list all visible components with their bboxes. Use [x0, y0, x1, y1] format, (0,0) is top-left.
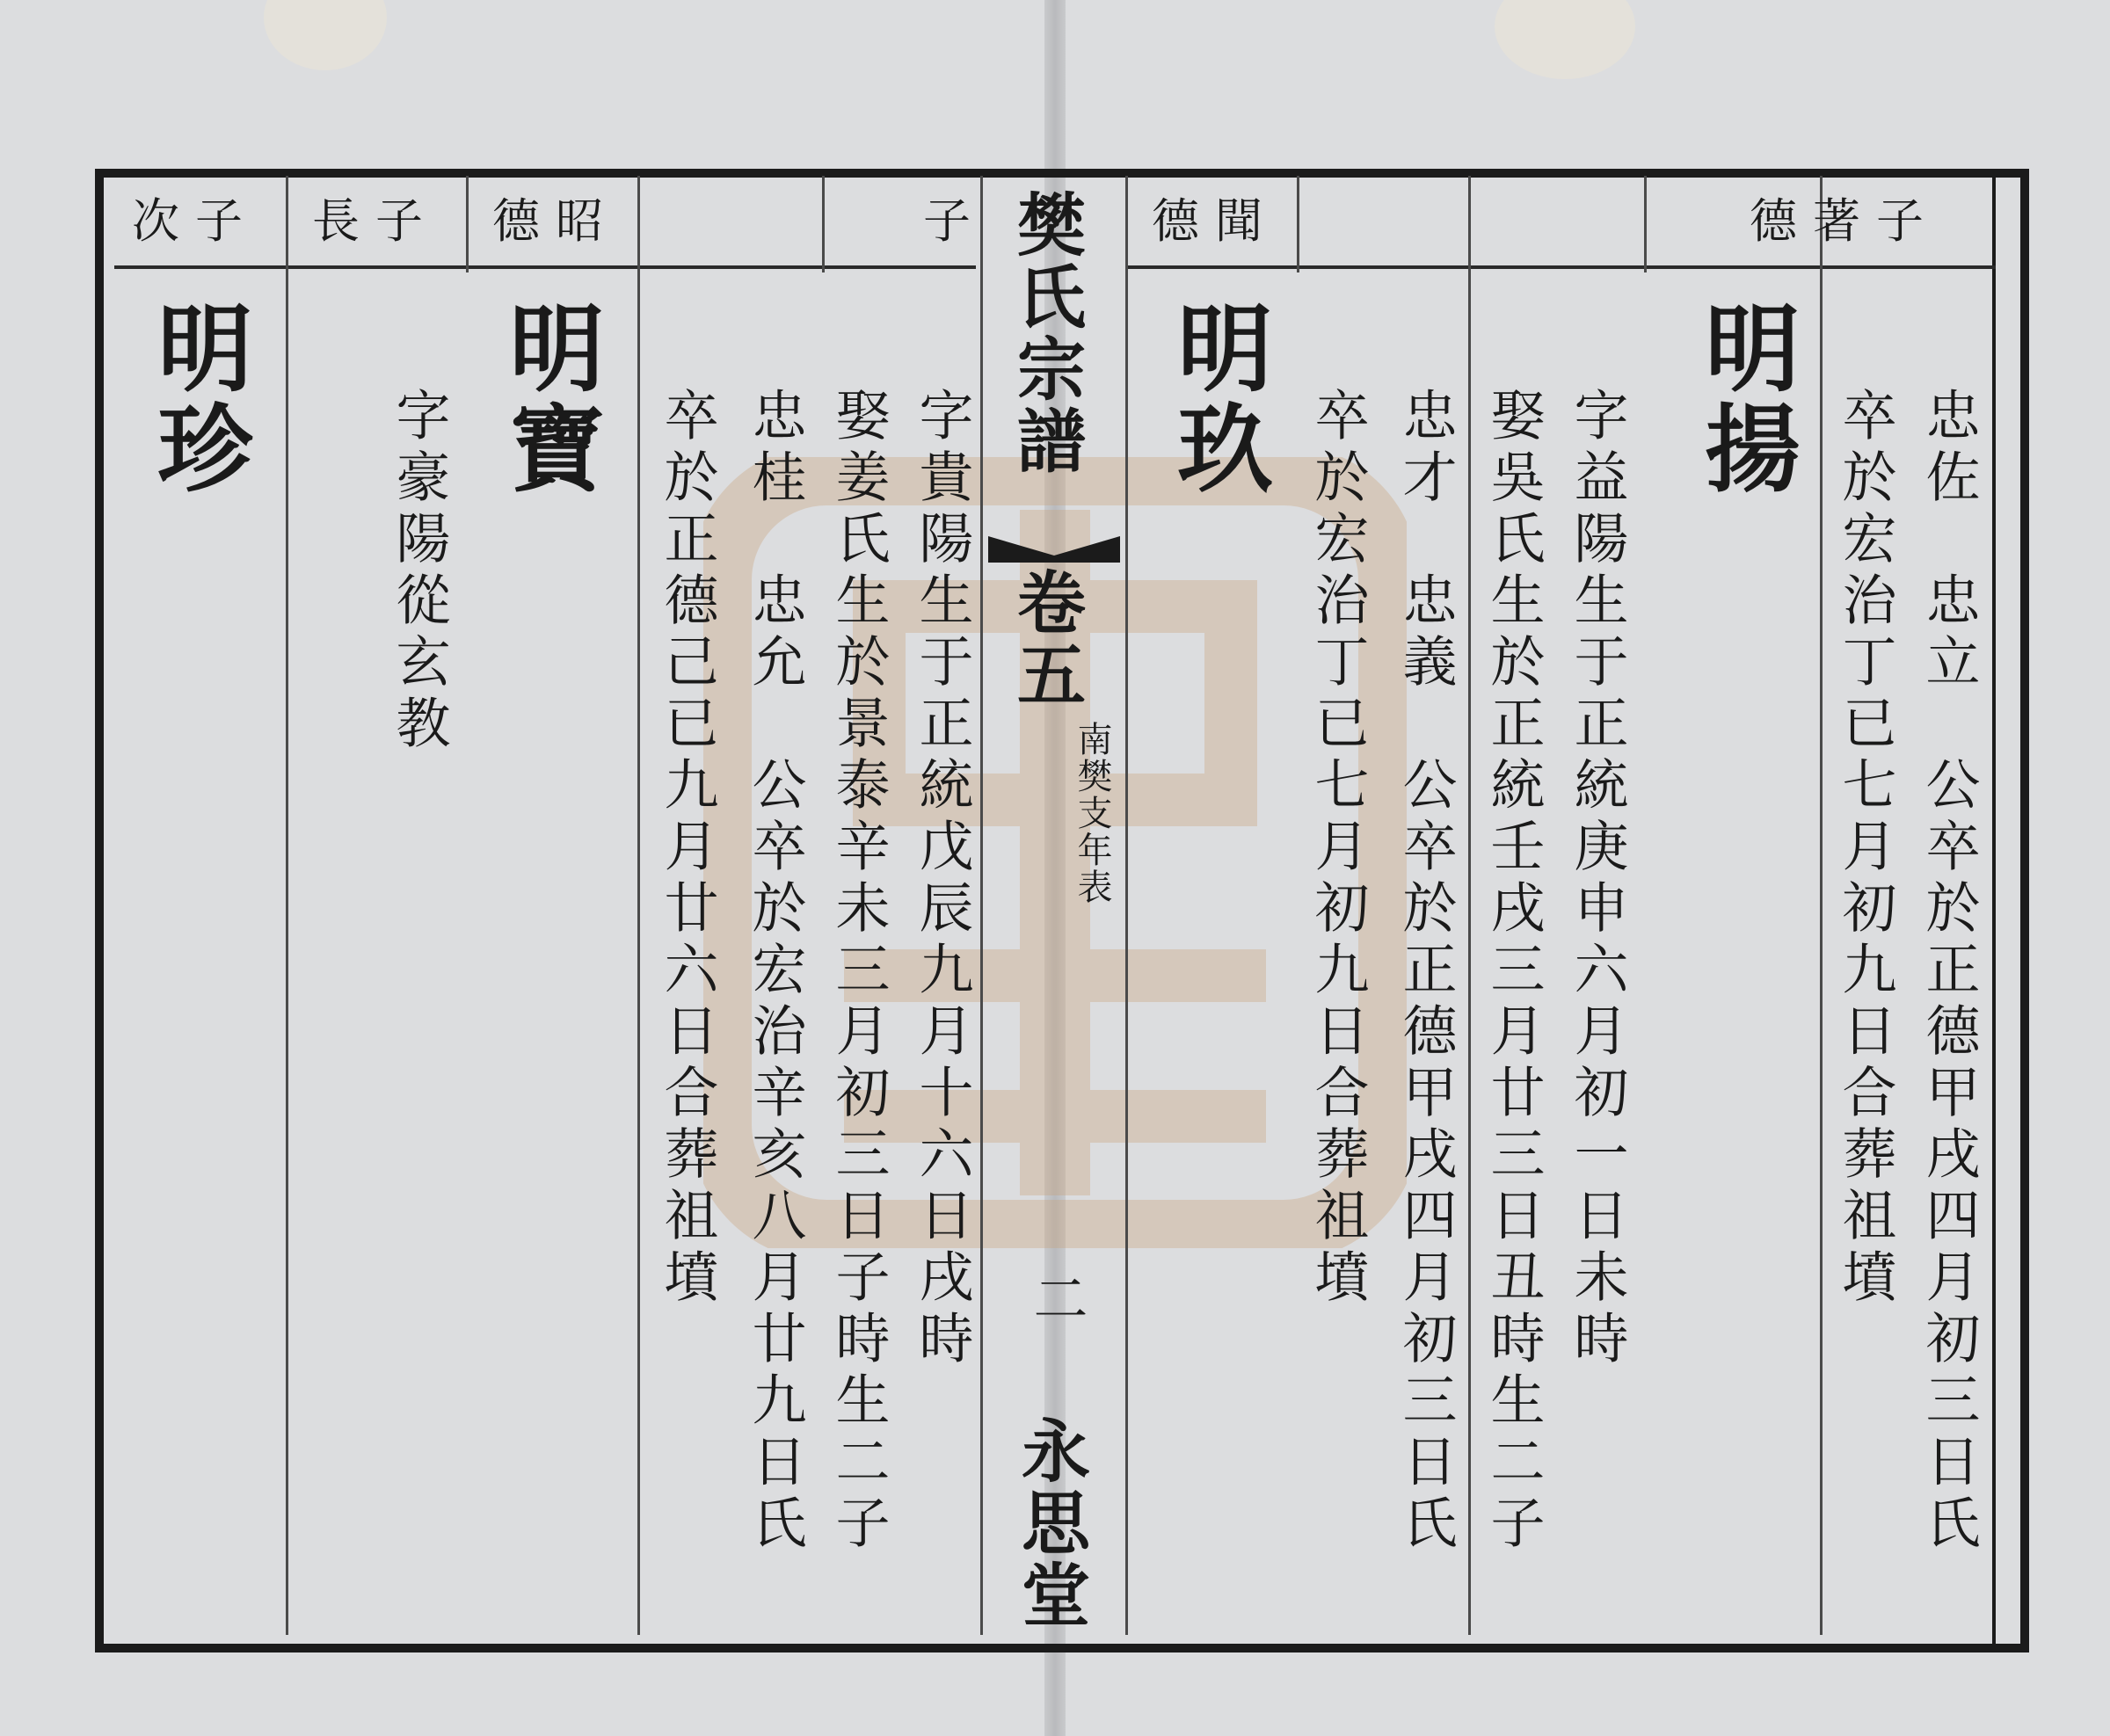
record-line: 娶吳氏生於正統壬戌三月廿三日丑時生二子	[1481, 387, 1546, 1556]
person-name: 明玖	[1161, 299, 1272, 499]
column-divider	[1468, 176, 1471, 1635]
page-number: 二	[1024, 1270, 1088, 1332]
header-rule-right	[1125, 265, 1996, 269]
header-cell: 德昭	[492, 193, 619, 249]
fish-tail-mark	[988, 536, 1120, 563]
record-line: 卒於宏治丁已七月初九日合葬祖墳	[1306, 387, 1370, 1310]
column-divider	[1644, 176, 1647, 272]
record-line: 忠才 忠義 公卒於正德甲戌四月初三日氏	[1393, 387, 1458, 1556]
header-rule-left	[114, 265, 976, 269]
person-name: 明珍	[142, 299, 252, 499]
frame-edge	[1992, 169, 1996, 1645]
header-cell: 次子	[132, 193, 258, 249]
column-divider	[286, 176, 288, 1635]
record-line: 娶姜氏生於景泰辛未三月初三日子時生二子	[826, 387, 891, 1556]
record-line: 卒於宏治丁已七月初九日合葬祖墳	[1833, 387, 1897, 1310]
column-divider	[1297, 176, 1299, 272]
header-cell: 長子	[312, 193, 439, 249]
volume-label: 卷五	[1006, 567, 1086, 711]
record-line: 忠桂 忠允 公卒於宏治辛亥八月廿九日氏	[743, 387, 807, 1556]
column-divider	[637, 176, 640, 1635]
record-line: 忠佐 忠立 公卒於正德甲戌四月初三日氏	[1917, 387, 1981, 1556]
header-cell: 德聞	[1152, 193, 1278, 249]
record-line: 字益陽生于正統庚申六月初一日未時	[1565, 387, 1629, 1371]
header-cell: 德著子	[1750, 193, 1939, 249]
hall-name: 永思堂	[1010, 1415, 1090, 1631]
column-divider	[980, 176, 983, 1635]
header-cell: 子	[923, 193, 986, 249]
column-divider	[466, 176, 469, 272]
column-divider	[822, 176, 825, 272]
book-title: 樊氏宗譜	[1006, 189, 1086, 477]
record-line: 字豪陽從玄教	[387, 387, 451, 756]
person-name: 明寶	[493, 299, 604, 499]
record-line: 字貴陽生于正統戊辰九月十六日戌時	[910, 387, 974, 1371]
column-divider	[1820, 176, 1823, 1635]
column-divider	[1125, 176, 1128, 1635]
person-name: 明揚	[1689, 299, 1800, 499]
record-line: 卒於正德己已九月廿六日合葬祖墳	[655, 387, 719, 1310]
section-label: 南樊支年表	[1072, 721, 1112, 905]
